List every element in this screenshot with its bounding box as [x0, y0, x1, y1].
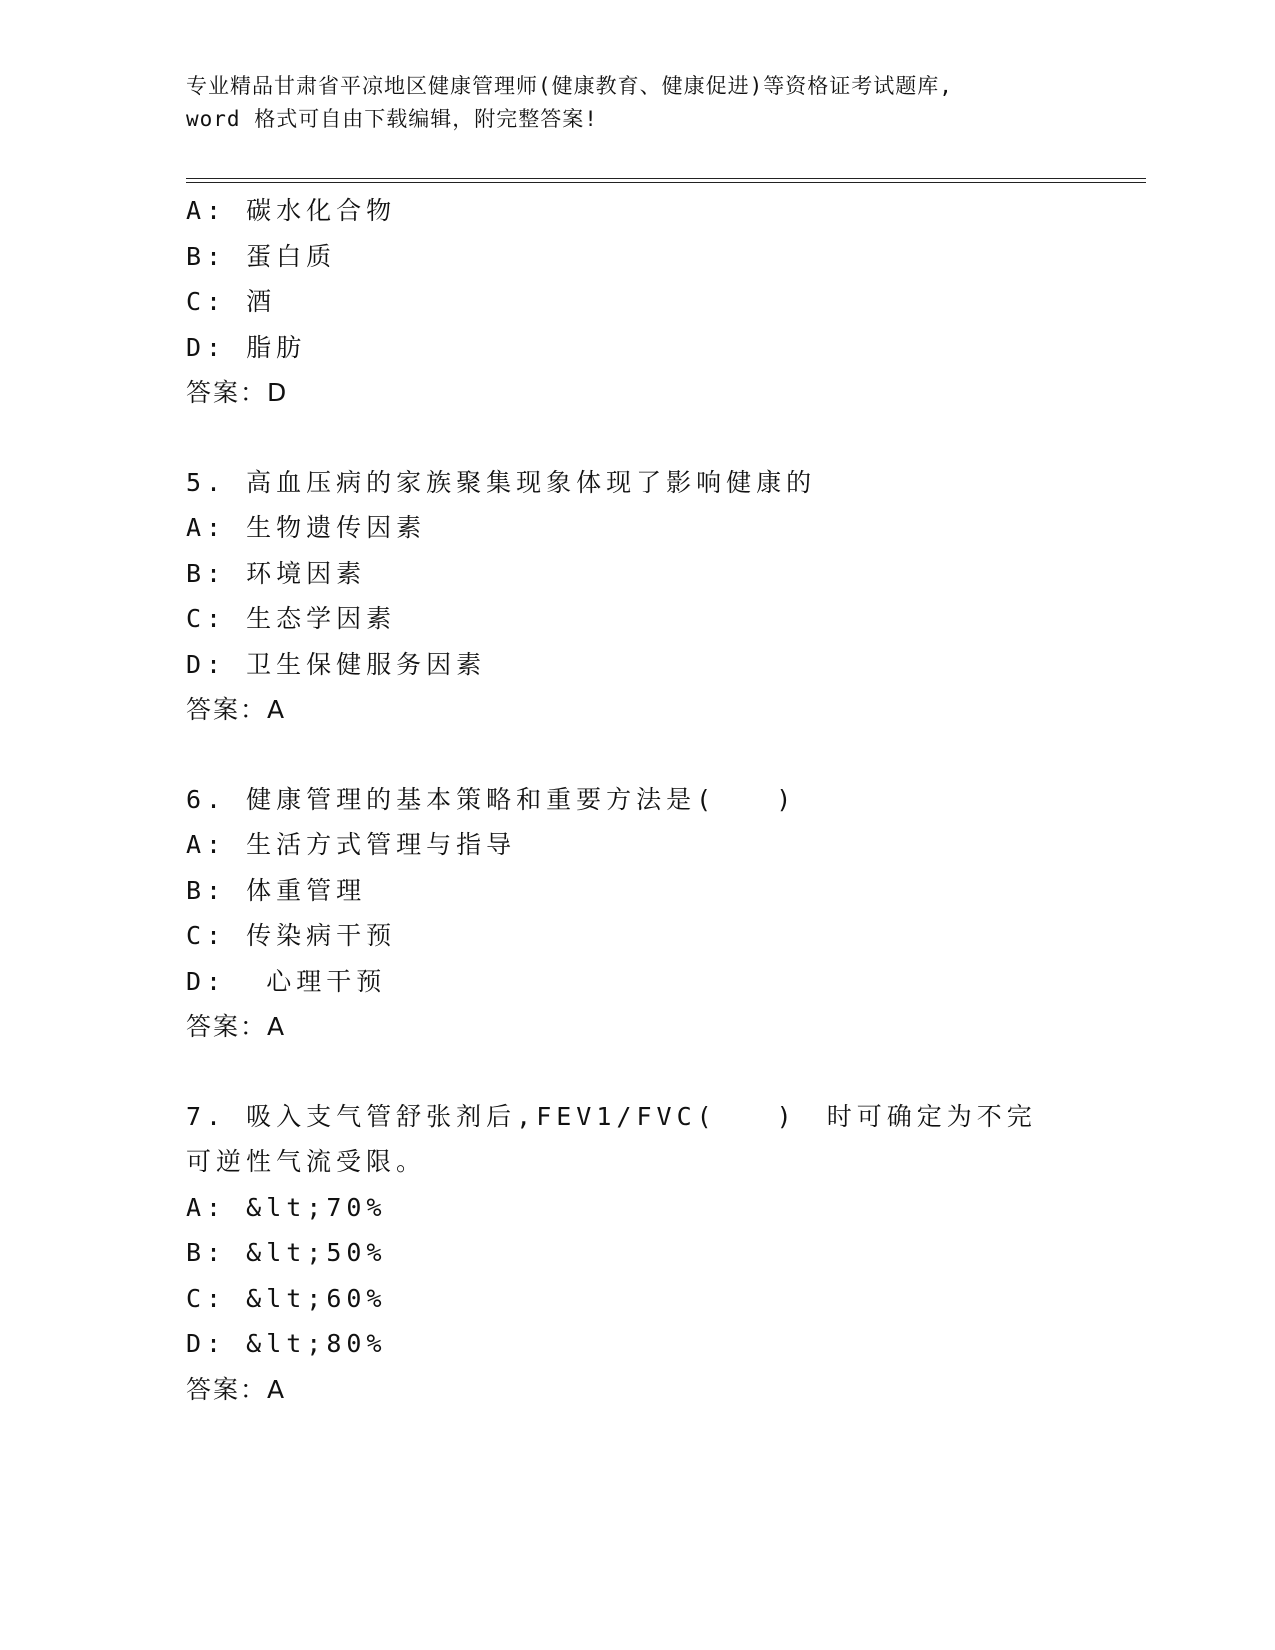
question-list	[186, 188, 1086, 1412]
option-b: B: 体重管理	[186, 875, 367, 905]
option-d: D: 卫生保健服务因素	[186, 649, 487, 679]
question-block-5	[186, 460, 1086, 733]
question-block-4	[186, 188, 1086, 416]
answer: 答案：A	[186, 695, 287, 724]
question-text: 5. 高血压病的家族聚集现象体现了影响健康的	[186, 467, 817, 497]
header-divider-bottom	[186, 182, 1146, 183]
answer: 答案：A	[186, 1374, 287, 1404]
header-divider-top	[186, 178, 1146, 179]
option-c: C: 传染病干预	[186, 921, 397, 950]
option-b: B: 环境因素	[186, 558, 367, 588]
option-b: B: &lt;50%	[186, 1238, 387, 1267]
option-c: C: 酒	[186, 287, 277, 316]
answer: 答案：A	[186, 1012, 287, 1041]
answer: 答案：D	[186, 378, 289, 407]
option-a: A: 碳水化合物	[186, 196, 397, 225]
option-a: A: &lt;70%	[186, 1192, 387, 1222]
option-d: D: &lt;80%	[186, 1329, 387, 1358]
question-text: 7. 吸入支气管舒张剂后,FEV1/FVC( ) 时可确定为不完可逆性气流受限。	[186, 1101, 1037, 1176]
option-c: C: 生态学因素	[186, 604, 397, 633]
option-a: A: 生活方式管理与指导	[186, 830, 517, 859]
header-line-2: word 格式可自由下载编辑，附完整答案!	[186, 107, 598, 131]
question-text: 6. 健康管理的基本策略和重要方法是( )	[186, 784, 797, 814]
question-block-7	[186, 1094, 1086, 1413]
option-d: D: 心理干预	[186, 966, 387, 996]
option-a: A: 生物遗传因素	[186, 513, 427, 542]
option-c: C: &lt;60%	[186, 1283, 387, 1313]
option-d: D: 脂肪	[186, 332, 307, 362]
header-line-1: 专业精品甘肃省平凉地区健康管理师(健康教育、健康促进)等资格证考试题库,	[186, 74, 953, 98]
document-header	[186, 70, 1086, 136]
question-block-6	[186, 777, 1086, 1050]
option-b: B: 蛋白质	[186, 241, 337, 271]
